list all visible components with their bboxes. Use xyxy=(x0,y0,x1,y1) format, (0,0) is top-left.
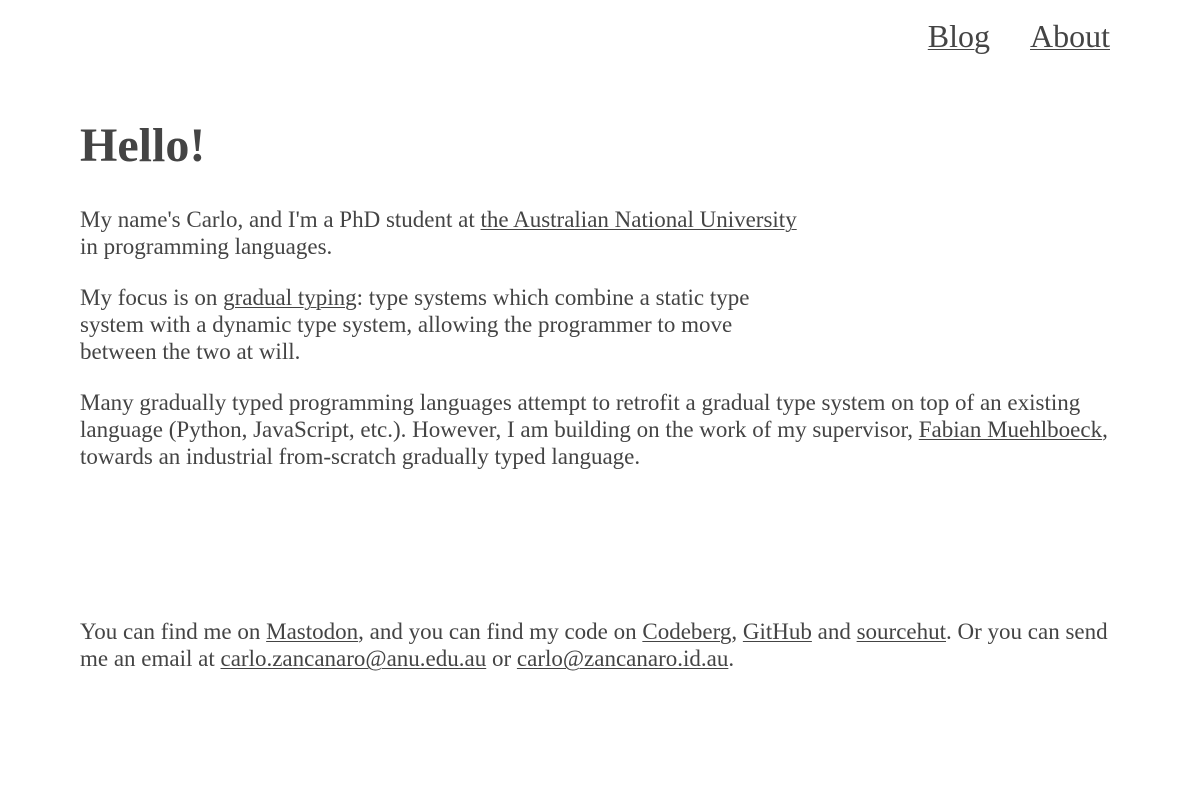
intro-paragraph xyxy=(80,206,810,260)
contact-text-3: , xyxy=(731,619,743,644)
page-title: Hello! xyxy=(80,119,206,172)
intro-text-after: in programming languages. xyxy=(80,234,333,259)
contact-text-1: You can find me on xyxy=(80,619,267,644)
contact-text-7: . xyxy=(728,646,735,671)
focus-text-before: My focus is on xyxy=(80,285,224,310)
focus-text-after: : type systems which combine a static type system with a dynamic type system, allowing the programmer to move between the two at will. xyxy=(80,285,750,364)
nav-about-link[interactable]: About xyxy=(1030,18,1110,54)
nav-blog-link[interactable]: Blog xyxy=(927,18,990,54)
intro-text-before: My name's Carlo, and I'm a PhD student at xyxy=(80,207,481,232)
main-content xyxy=(80,118,1110,494)
languages-text-before: Many gradually typed programming languages attempt to retrofit a gradual type system on top of an existing language (Python, JavaScript, etc.). However, I am building on the work of my supervisor, xyxy=(80,390,1081,442)
github-link[interactable]: GitHub xyxy=(742,619,812,644)
languages-text-after: , towards an industrial from-scratch gradually typed language. xyxy=(80,417,1108,469)
contact-text-5: . Or you can send me an email at xyxy=(80,619,1108,671)
supervisor-link[interactable]: Fabian Muehlboeck xyxy=(918,417,1103,442)
top-nav xyxy=(928,18,1110,55)
sourcehut-link[interactable]: sourcehut xyxy=(856,619,947,644)
gradual-typing-link[interactable]: gradual typing xyxy=(223,285,357,310)
contact-paragraph xyxy=(80,618,1120,672)
email-anu-link[interactable]: carlo.zancanaro@anu.edu.au xyxy=(220,646,487,671)
anu-link[interactable]: the Australian National University xyxy=(480,207,797,232)
focus-paragraph xyxy=(80,284,800,365)
codeberg-link[interactable]: Codeberg xyxy=(642,619,732,644)
contact-text-2: , and you can find my code on xyxy=(358,619,643,644)
contact-text-6: or xyxy=(486,646,517,671)
languages-paragraph xyxy=(80,389,1110,470)
mastodon-link[interactable]: Mastodon xyxy=(266,619,359,644)
contact-text-4: and xyxy=(811,619,857,644)
email-personal-link[interactable]: carlo@zancanaro.id.au xyxy=(516,646,729,671)
